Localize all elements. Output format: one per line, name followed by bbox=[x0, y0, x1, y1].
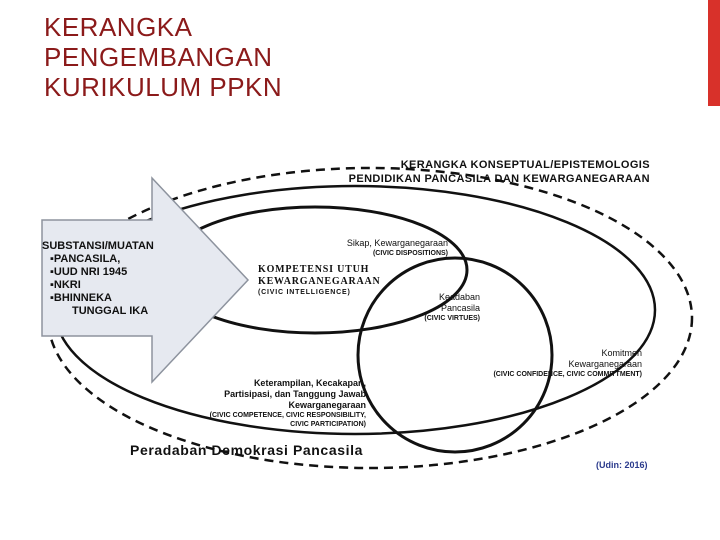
dispositions-text: Sikap, Kewarganegaraan bbox=[346, 238, 448, 248]
virtues-sub: (CIVIC VIRTUES) bbox=[424, 315, 480, 322]
commitment-sub: (CIVIC CONFIDENCE, CIVIC COMMITTMENT) bbox=[493, 371, 642, 378]
substance-item: TUNGGAL IKA bbox=[72, 305, 149, 317]
substance-item: ▪PANCASILA, bbox=[50, 253, 121, 265]
democracy-civilization-label: Peradaban Demokrasi Pancasila bbox=[130, 442, 363, 458]
frame-title-line: PENDIDIKAN PANCASILA DAN KEWARGANEGARAAN bbox=[348, 173, 650, 185]
slide-title-line: PENGEMBANGAN bbox=[44, 42, 273, 72]
curriculum-framework-diagram bbox=[40, 150, 700, 482]
substance-list bbox=[42, 240, 192, 318]
civic-dispositions-label bbox=[278, 238, 448, 258]
virtues-line: Keadaban bbox=[438, 292, 480, 302]
competence-skill-line: Kewarganegaraan bbox=[288, 400, 366, 410]
slide-title bbox=[44, 12, 282, 102]
dispositions-sub: (CIVIC DISPOSITIONS) bbox=[372, 250, 448, 257]
substance-item: ▪BHINNEKA bbox=[50, 292, 112, 304]
commitment-line: Kewarganegaraan bbox=[568, 359, 642, 369]
competence-skill-line: Keterampilan, Kecakapan, bbox=[253, 378, 366, 388]
substance-item: ▪UUD NRI 1945 bbox=[50, 266, 128, 278]
substance-item: ▪NKRI bbox=[50, 279, 81, 291]
virtues-line: Pancasila bbox=[440, 303, 480, 313]
frame-title bbox=[330, 158, 650, 186]
slide-title-line: KERANGKA bbox=[44, 12, 193, 42]
accent-bar bbox=[708, 0, 720, 106]
competence-sub: (CIVIC COMPETENCE, CIVIC RESPONSIBILITY, bbox=[209, 412, 366, 419]
intelligence-sub: (CIVIC INTELLIGENCE) bbox=[258, 289, 351, 296]
slide-title-line: KURIKULUM PPKN bbox=[44, 72, 283, 102]
competence-line: KEWARGANEGARAAN bbox=[258, 276, 381, 287]
civic-intelligence-label bbox=[258, 264, 381, 297]
civic-virtues-label bbox=[400, 292, 480, 323]
commitment-line: Komitmen bbox=[601, 348, 642, 358]
civic-competence-label bbox=[170, 378, 366, 429]
citation: (Udin: 2016) bbox=[596, 460, 648, 470]
competence-skill-line: Partisipasi, dan Tanggung Jawab bbox=[224, 389, 366, 399]
civic-commitment-label bbox=[440, 348, 642, 379]
competence-sub: CIVIC PARTICIPATION) bbox=[290, 421, 366, 428]
competence-line: KOMPETENSI UTUH bbox=[258, 264, 370, 275]
frame-title-line: KERANGKA KONSEPTUAL/EPISTEMOLOGIS bbox=[400, 159, 650, 171]
substance-heading: SUBSTANSI/MUATAN bbox=[42, 240, 154, 252]
